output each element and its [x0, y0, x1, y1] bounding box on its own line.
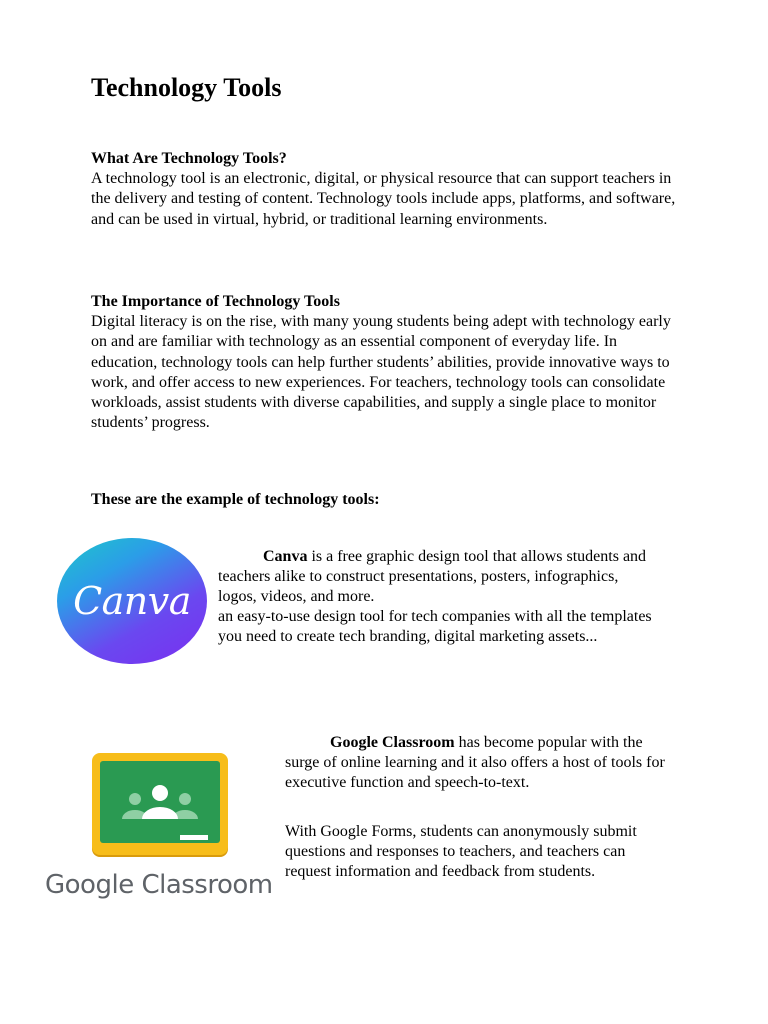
canva-description	[218, 547, 658, 647]
section-heading: The Importance of Technology Tools	[91, 293, 340, 310]
examples-intro: These are the example of technology tools:	[91, 491, 380, 508]
section-heading: What Are Technology Tools?	[91, 150, 287, 167]
classroom-people-icon	[100, 761, 220, 843]
classroom-description-extra: With Google Forms, students can anonymously submit questions and responses to teachers, and teachers can request information and feedback from students.	[285, 823, 637, 880]
page-title: Technology Tools	[91, 73, 282, 102]
tool-name-canva: Canva	[263, 548, 308, 565]
classroom-board-icon	[100, 761, 220, 843]
canva-logo-icon	[57, 538, 207, 664]
section-what-are-tools	[91, 149, 691, 230]
canva-description-text: is a free graphic design tool that allows students and teachers alike to construct presentations, posters, infographics, logos, videos, and more.	[218, 548, 647, 605]
section-body: A technology tool is an electronic, digital, or physical resource that can support teachers in the delivery and testing of content. Technology tools include apps, platforms, and software, and can be used in virtual, hybrid, or traditional learning environments.	[91, 170, 676, 228]
section-body: Digital literacy is on the rise, with many young students being adept with technology early on and are familiar with technology as an essential component of everyday life. In education, technology tools can help further students’ abilities, provide innovative ways to work, and offer access to new experiences. For teachers, technology tools can consolidate workloads, assist students with diverse capabilities, and supply a single place to monitor students’ progress.	[91, 313, 671, 432]
classroom-description	[285, 733, 675, 793]
google-classroom-logo-icon	[92, 753, 228, 855]
tool-name-google-classroom: Google Classroom	[330, 734, 455, 751]
classroom-description-text: has become popular with the surge of online learning and it also offers a host of tools for executive function and speech-to-text.	[285, 734, 665, 791]
canva-logo-text: Canva	[73, 579, 191, 623]
google-classroom-wordmark: Google Classroom	[45, 870, 273, 900]
canva-description-extra: an easy-to-use design tool for tech companies with all the templates you need to create tech branding, digital marketing assets...	[218, 608, 652, 645]
section-importance	[91, 292, 691, 433]
